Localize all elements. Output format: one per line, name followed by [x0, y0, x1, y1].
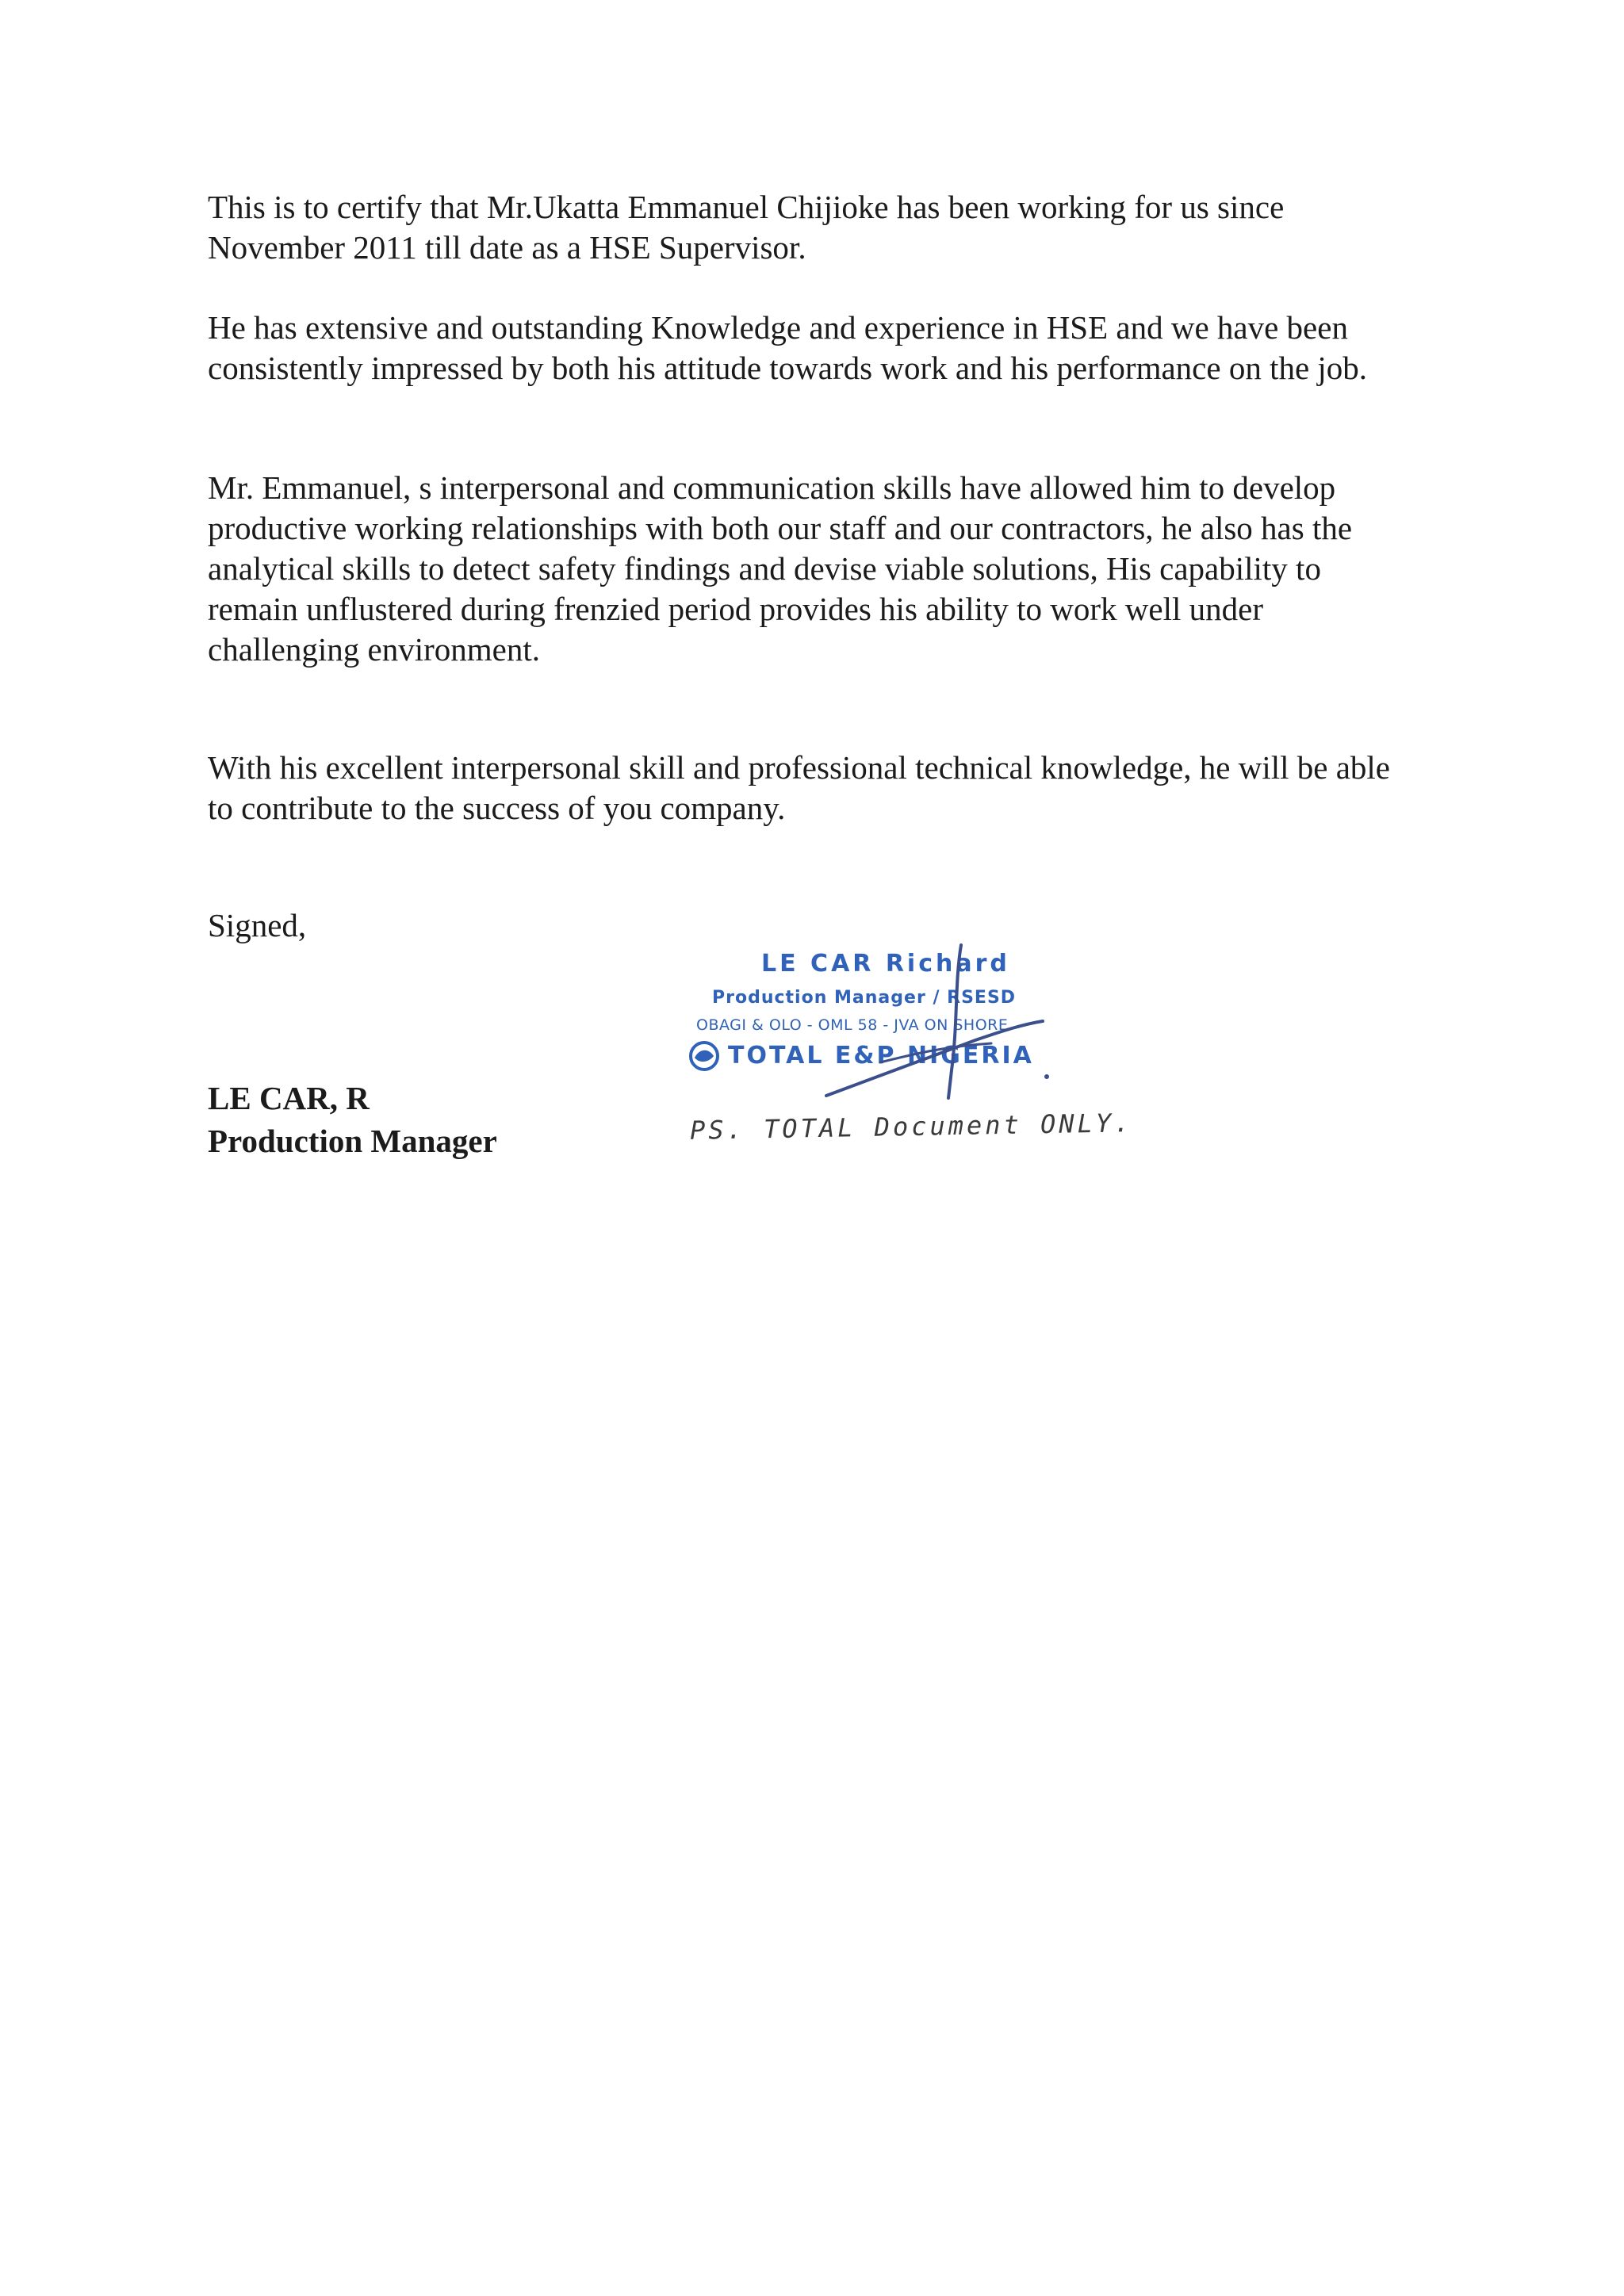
handwritten-signature [785, 936, 1071, 1110]
closing-text: Signed, [208, 907, 307, 943]
total-logo-icon [688, 1040, 720, 1072]
stamp-location: OBAGI & OLO - OML 58 - JVA ON SHORE [696, 1016, 1009, 1034]
signatory-block [208, 1077, 497, 1162]
signatory-name: LE CAR, R [208, 1080, 370, 1116]
signatory-title: Production Manager [208, 1123, 497, 1159]
paragraph-experience: He has extensive and outstanding Knowledge and experience in HSE and we have been consistently impressed by both his attitude towards work and his performance on the job. [208, 309, 1368, 386]
stamp-role: Production Manager / RSESD [712, 988, 1017, 1008]
stamp-name: LE CAR Richard [761, 950, 1010, 978]
paragraph-certification: This is to certify that Mr.Ukatta Emmanuel Chijioke has been working for us since November 2011 till date as a HSE Supervisor. [208, 189, 1285, 266]
handwritten-note: PS. TOTAL Document ONLY. [689, 1108, 1133, 1146]
stamp-company: TOTAL E&P NIGERIA [728, 1042, 1034, 1070]
paragraph-skills: Mr. Emmanuel, s interpersonal and communication skills have allowed him to develop productive working relationships with both our staff and our contractors, he also has the analytical skills to detect safety findings and devise viable solutions, His capability to remain unflustered during frenzied period provides his ability to work well under challenging environment. [208, 469, 1353, 668]
paragraph-recommendation: With his excellent interpersonal skill and professional technical knowledge, he will be able to contribute to the success of you company. [208, 749, 1390, 826]
